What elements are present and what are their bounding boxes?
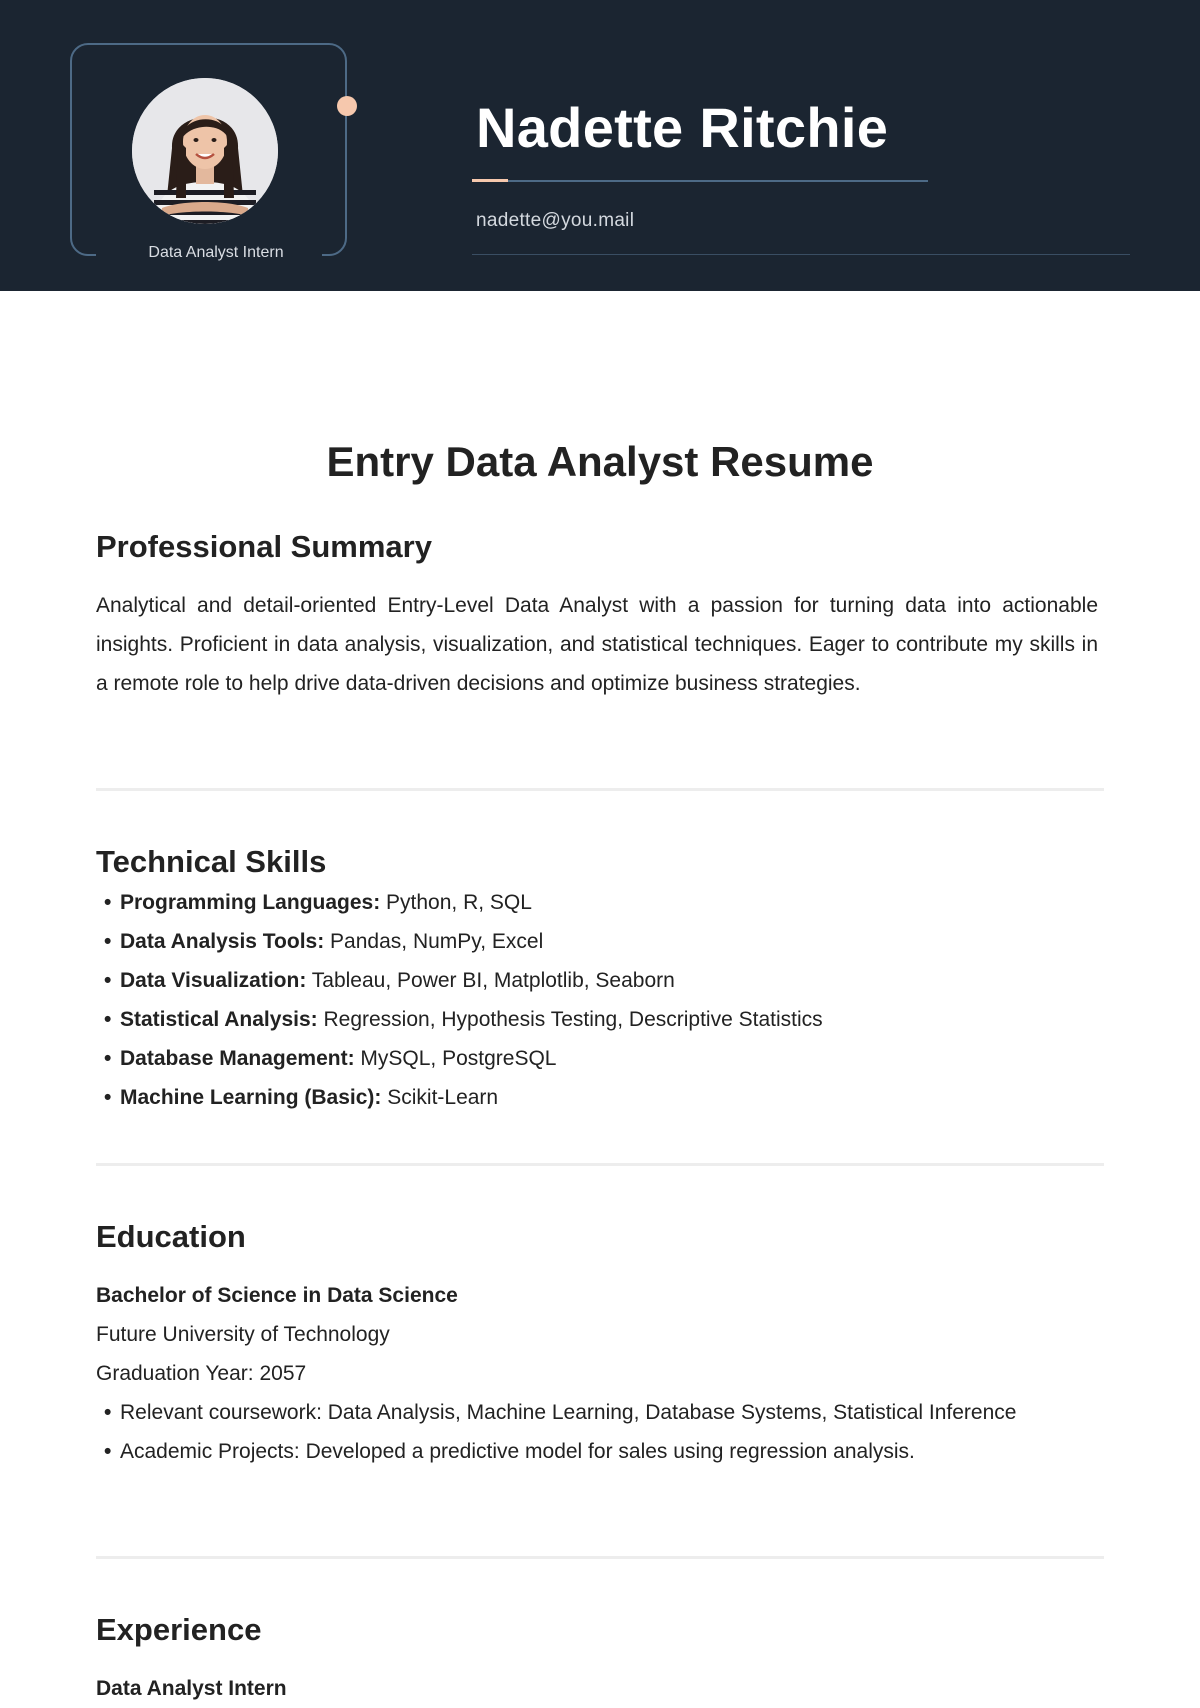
degree-title: Bachelor of Science in Data Science: [96, 1284, 458, 1307]
email-underline: [472, 254, 1130, 255]
summary-text: Analytical and detail-oriented Entry-Level Data Analyst with a passion for turning data into actionable insights. Proficient in data analysis, visualization, and statistical techniques. Eager to contribute my skills in a remote role to help drive data-driven decisions and optimize business strategies.: [96, 594, 1098, 695]
avatar-portrait-icon: [132, 78, 278, 224]
skill-value: Python, R, SQL: [380, 891, 532, 914]
education-list: [96, 1393, 1056, 1471]
skills-list: [96, 883, 823, 1117]
skill-label: Data Analysis Tools:: [120, 930, 325, 953]
role-label: Data Analyst Intern: [148, 244, 284, 261]
list-item: • Academic Projects: Developed a predictive model for sales using regression analysis.: [96, 1432, 1056, 1471]
graduation-year: Graduation Year: 2057: [96, 1362, 307, 1385]
list-item: [96, 922, 823, 961]
school-name: Future University of Technology: [96, 1323, 390, 1346]
candidate-name: Nadette Ritchie: [476, 96, 889, 159]
document-title: Entry Data Analyst Resume: [326, 438, 874, 485]
skill-label: Database Management:: [120, 1047, 355, 1070]
skill-label: Statistical Analysis:: [120, 1008, 318, 1031]
resume-header: [0, 0, 1200, 291]
list-item: [96, 1000, 823, 1039]
skill-value: MySQL, PostgreSQL: [354, 1047, 557, 1070]
summary-heading: Professional Summary: [96, 529, 432, 564]
accent-dot: [337, 96, 357, 116]
list-item: [96, 1039, 823, 1078]
skills-heading: Technical Skills: [96, 844, 327, 879]
section-divider: [96, 1163, 1104, 1166]
list-item: • Relevant coursework: Data Analysis, Machine Learning, Database Systems, Statistical Inference: [96, 1393, 1056, 1432]
name-underline: [472, 180, 928, 182]
skill-label: Programming Languages:: [120, 891, 381, 914]
list-item: [96, 961, 823, 1000]
experience-heading: Experience: [96, 1612, 262, 1647]
education-heading: Education: [96, 1219, 246, 1254]
section-divider: [96, 788, 1104, 791]
email-text: nadette@you.mail: [476, 210, 635, 231]
list-item: [96, 1078, 823, 1117]
skill-value: Scikit-Learn: [381, 1086, 499, 1109]
skill-value: Regression, Hypothesis Testing, Descriptive Statistics: [317, 1008, 823, 1031]
skill-label: Data Visualization:: [120, 969, 307, 992]
job-title: Data Analyst Intern: [96, 1677, 287, 1700]
name-underline-accent: [472, 179, 508, 182]
list-item: [96, 883, 823, 922]
skill-value: Pandas, NumPy, Excel: [324, 930, 544, 953]
avatar: [132, 78, 278, 224]
skill-label: Machine Learning (Basic):: [120, 1086, 382, 1109]
section-divider: [96, 1556, 1104, 1559]
skill-value: Tableau, Power BI, Matplotlib, Seaborn: [306, 969, 675, 992]
